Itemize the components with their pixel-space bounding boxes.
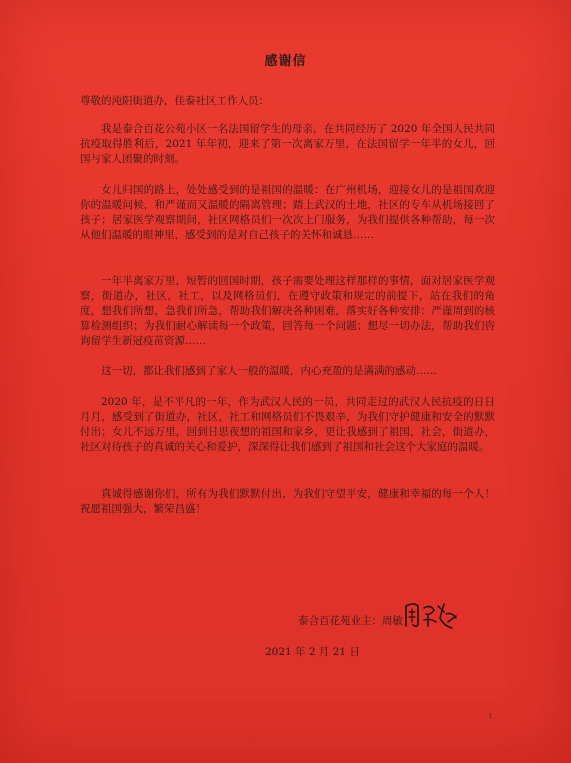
paragraph-6: 真诚得感谢你们，所有为我们默默付出，为我们守望平安，健康和幸福的每一个人！祝愿祖国强大，繁荣昌盛！ — [80, 488, 495, 515]
paragraph-1: 我是泰合百花公苑小区一名法国留学生的母亲，在共同经历了 2020 年全国人民共同抗疫取得胜利后，2021 年年初，迎来了第一次离家万里，在法国留学一年半的女儿，回国与家人团聚的时刻。 — [80, 123, 495, 165]
handwritten-signature — [400, 598, 460, 634]
letter-greeting: 尊敬的沌阳街道办，佳泰社区工作人员： — [80, 95, 269, 107]
paragraph-5: 2020 年，是不平凡的一年，作为武汉人民的一员，共同走过的武汉人民抗疫的日日月月，感受到了街道办，社区，社工和网格员们不畏艰辛，为我们守护健康和安全的默默付出；女儿不远万里，回到日思夜想的祖国和家乡，更让我感到了祖国，社会，街道办，社区对待孩子的真诚的关心和爱护，深深得让我们感到了祖国和社会这个大家庭的温暖。 — [80, 396, 495, 453]
signature-text: 泰合百花苑业主：周敏 — [298, 615, 403, 627]
letter-date: 2021 年 2 月 21 日 — [265, 646, 360, 658]
paragraph-4: 这一切，都让我们感到了家人一般的温暖，内心充盈的是满满的感动…… — [101, 365, 437, 377]
page-mark: 1 — [488, 712, 493, 720]
letter-title: 感谢信 — [264, 54, 307, 69]
paragraph-3: 一年半离家万里，短暂的回国时期，孩子需要处理这样那样的事情，面对居家医学观察，街道办，社区，社工，以及网格员们，在遵守政策和规定的前提下，站在我们的角度，想我们所想，急我们所急，帮助我们解决各种困难，落实好各种安排：严谨周到的核算检测组织；为我们耐心解读每一个政策，回答每一个问题；想尽一切办法，帮助我们咨询留学生新冠疫苗资源…… — [80, 275, 495, 347]
paragraph-2: 女儿归国的路上，处处感受到的是祖国的温暖：在广州机场，迎接女儿的是祖国欢迎你的温暖问候，和严谨而又温暖的隔离管理；踏上武汉的土地，社区的专车从机场接回了孩子；居家医学观察期间，社区网格员们一次次上门服务，为我们提供各种帮助，每一次从他们温暖的眼神里，感受到的是对自己孩子的关怀和诚恳…… — [80, 184, 495, 241]
